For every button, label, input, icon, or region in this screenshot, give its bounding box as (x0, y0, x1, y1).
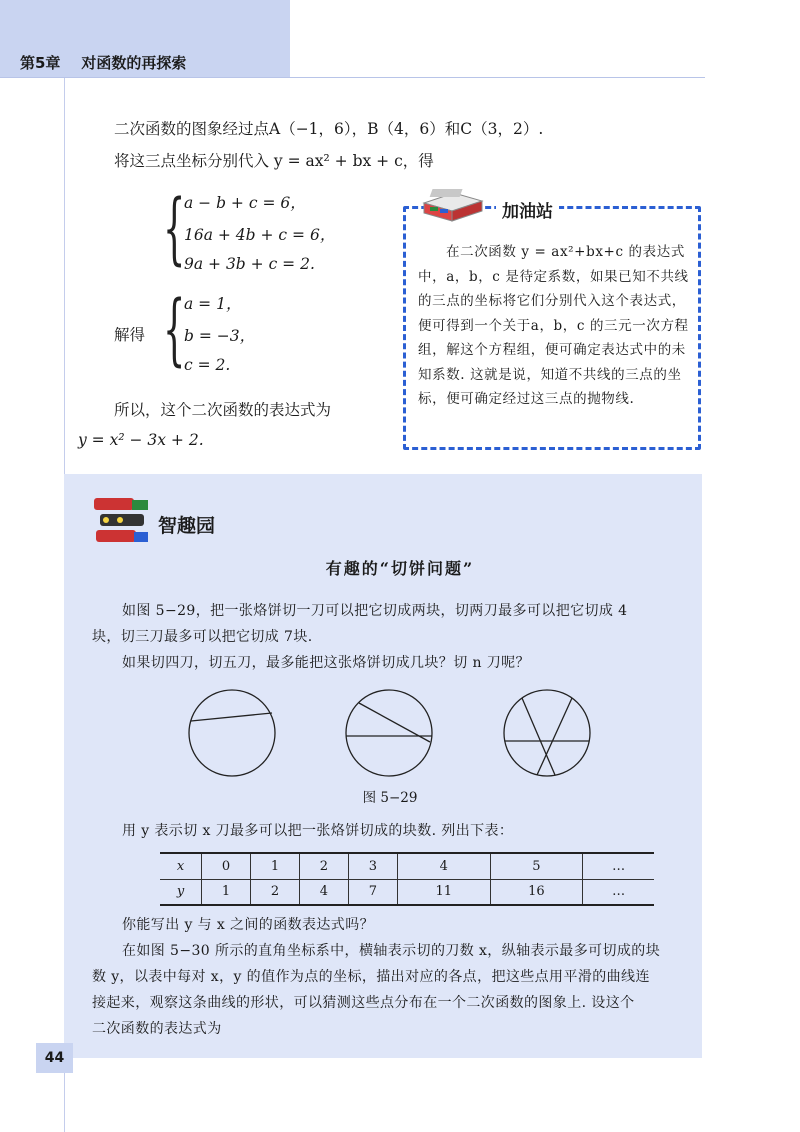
pancake-two-cuts (346, 690, 432, 776)
system2-eq-2: b = −3， (184, 327, 256, 345)
tip-box-text: 在二次函数 y = ax²+bx+c 的表达式中，a，b，c 是待定系数，如果已知不共线的三点的坐标将它们分别代入这个表达式，便可得到一个关于a，b，c 的三元一次方程组，解这个方程组，便可确定表达式中的未知系数. 这就是说，知道不共线的三点的坐标，便可确定经过这三点的抛物线. (418, 244, 689, 407)
fun-paragraph-4: 你能写出 y 与 x 之间的函数表达式吗？ (122, 917, 375, 933)
table-cell: 1 (250, 853, 299, 879)
solve-label: 解得 (114, 326, 146, 344)
system1-eq-3: 9a + 3b + c = 2. (184, 255, 315, 273)
pancake-one-cut (189, 690, 275, 776)
table-cell: 11 (397, 879, 490, 905)
fun-paragraph-3: 用 y 表示切 x 刀最多可以把一张烙饼切成的块数. 列出下表： (122, 823, 514, 839)
pancake-cut-figure (185, 686, 605, 781)
fun-paragraph-5-line-2: 数 y，以表中每对 x，y 的值作为点的坐标，描出对应的各点，把这些点用平滑的曲线连 (92, 969, 650, 985)
tip-box-title: 加油站 (496, 197, 559, 222)
fun-section-icon (92, 494, 154, 548)
tip-box-icon (420, 185, 486, 225)
system2-eq-3: c = 2. (184, 356, 231, 374)
table-row (160, 853, 654, 879)
chapter-title: 第5章 对函数的再探索 (20, 54, 187, 72)
system1-eq-2: 16a + 4b + c = 6， (184, 226, 336, 244)
figure-caption: 图 5−29 (362, 790, 418, 806)
fun-paragraph-5-line-4: 二次函数的表达式为 (92, 1021, 222, 1037)
fun-paragraph-1-line-1: 如图 5−29，把一张烙饼切一刀可以把它切成两块，切两刀最多可以把它切成 4 (122, 603, 628, 619)
table-cell: 4 (397, 853, 490, 879)
fun-paragraph-1-line-2: 块，切三刀最多可以把它切成 7块. (92, 629, 313, 645)
table-cell: 16 (490, 879, 583, 905)
table-cell: 2 (250, 879, 299, 905)
table-cell: y (160, 879, 201, 905)
table-cell: x (160, 853, 201, 879)
fun-paragraph-5-line-1: 在如图 5−30 所示的直角坐标系中，横轴表示切的刀数 x，纵轴表示最多可切成的块 (122, 943, 661, 959)
table-cell: 7 (348, 879, 397, 905)
system2-brace: { (163, 285, 186, 375)
table-cell: 5 (490, 853, 583, 879)
system1-eq-1: a − b + c = 6， (184, 194, 306, 212)
system2-eq-1: a = 1， (184, 295, 242, 313)
table-row (160, 879, 654, 905)
header-divider (0, 77, 705, 78)
example-line-1: 二次函数的图象经过点A（−1，6），B（4，6）和C（3，2）. (114, 120, 544, 138)
table-cell: … (583, 853, 654, 879)
fun-paragraph-2: 如果切四刀，切五刀，最多能把这张烙饼切成几块？切 n 刀呢？ (122, 655, 530, 671)
table-cell: 0 (201, 853, 250, 879)
table-cell: 4 (299, 879, 348, 905)
fun-section-subtitle: 有趣的“切饼问题” (325, 559, 475, 578)
table-cell: 2 (299, 853, 348, 879)
pancake-three-cuts (504, 690, 590, 776)
example-line-2: 将这三点坐标分别代入 y = ax² + bx + c，得 (114, 152, 434, 170)
table-cell: 1 (201, 879, 250, 905)
page-number: 44 (36, 1043, 73, 1073)
system1-brace: { (163, 184, 186, 274)
fun-paragraph-5-line-3: 接起来，观察这条曲线的形状，可以猜测这些点分布在一个二次函数的图象上. 设这个 (92, 995, 635, 1011)
table-cell: 3 (348, 853, 397, 879)
fun-section-title: 智趣园 (158, 515, 216, 537)
conclusion-text: 所以，这个二次函数的表达式为 (114, 401, 332, 419)
table-cell: … (583, 879, 654, 905)
cut-count-table (160, 852, 654, 906)
result-expression: y = x² − 3x + 2. (78, 431, 204, 449)
